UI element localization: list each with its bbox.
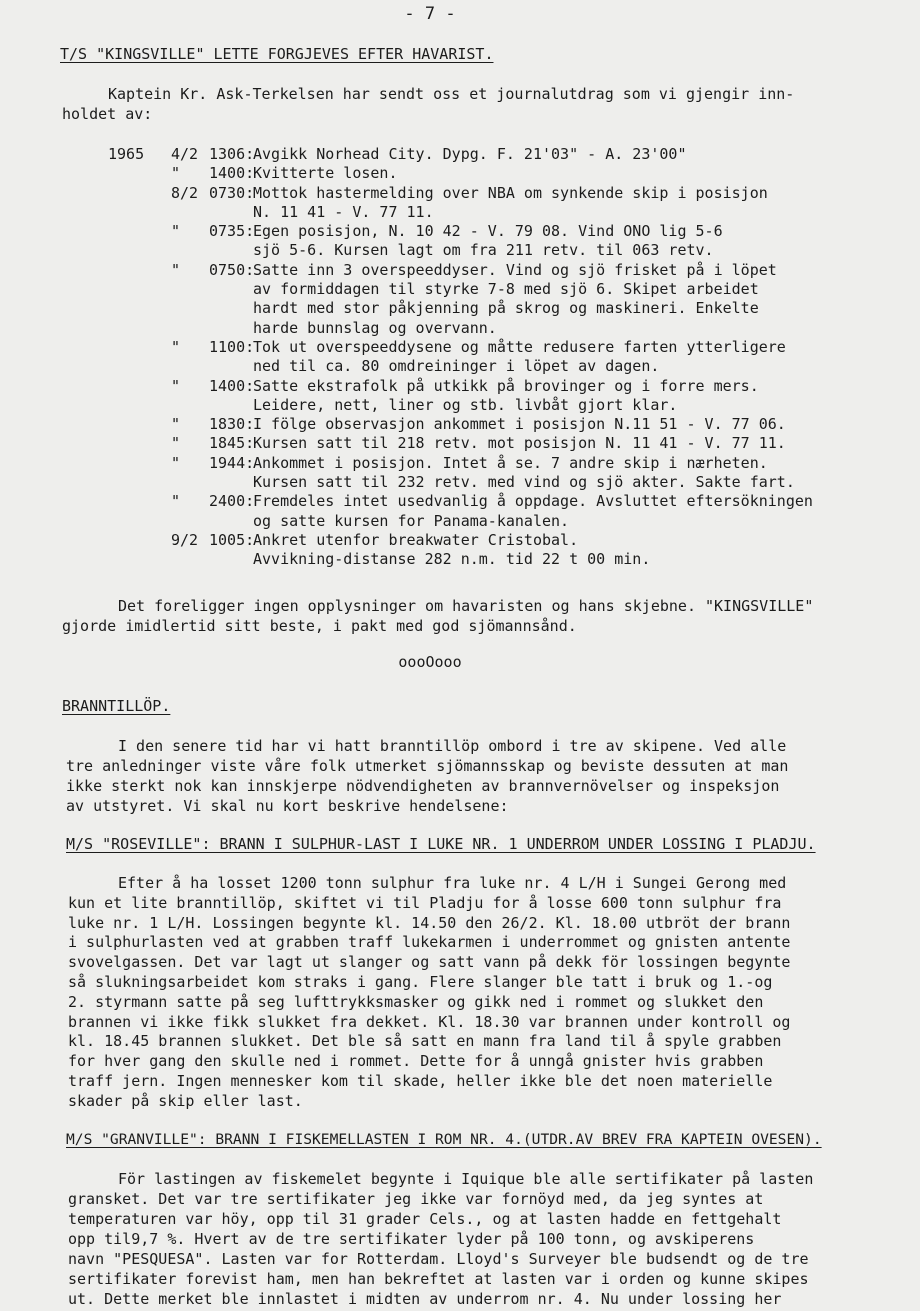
log-entry [108,184,920,203]
body-line: I den senere tid har vi hatt branntillöp ombord i tre av skipene. Ved alle [118,737,787,755]
log-continuation [108,396,920,415]
log-year [108,222,171,241]
log-time: 1400: [209,164,255,183]
log-date: " [171,337,181,356]
body-line: gransket. Det var tre sertifikater jeg ikke var fornöyd med, da jeg syntes at [68,1190,764,1208]
log-year [108,338,171,357]
body-line: skader på skip eller last. [68,1092,303,1110]
log-text: sjö 5-6. Kursen lagt om fra 211 retv. til 063 retv. [253,241,714,260]
body-line: För lastingen av fiskemelet begynte i Iquique ble alle sertifikater på lasten [118,1170,814,1188]
log-text: Mottok hastermelding over NBA om synkende skip i posisjon [253,183,768,202]
log-year [108,164,171,183]
body-line: sertifikater forevist ham, men han bekreftet at lasten var i orden og kunne skipes [68,1270,809,1288]
log-entry [108,434,920,453]
log-text: ned til ca. 80 omdreininger i löpet av dagen. [253,357,660,376]
body-line: ut. Dette merket ble innlastet i midten av underrom nr. 4. Nu under lossing her [68,1290,782,1308]
log-time: 1944: [209,453,255,472]
log-date: 4/2 [171,145,199,163]
log-entry [108,261,920,280]
log-entry [108,454,920,473]
log-time: 1400: [209,376,255,395]
log-time: 0750: [209,260,255,279]
body-line: opp til9,7 %. Hvert av de tre sertifikater lyder på 100 tonn, og avskiperens [68,1230,755,1248]
section-heading-roseville: M/S "ROSEVILLE": BRANN I SULPHUR-LAST I LUKE NR. 1 UNDERROM UNDER LOSSING I PLADJU. [66,835,816,853]
log-entry [108,377,920,396]
log-year [108,261,171,280]
log-text: I fölge observasjon ankommet i posisjon N.11 51 - V. 77 06. [253,415,786,434]
log-continuation [108,299,920,318]
body-line: kl. 18.45 brannen slukket. Det ble så satt en mann fra land til å spyle grabben [68,1032,782,1050]
log-entry [108,338,920,357]
log-continuation [108,319,920,338]
log-time: 1845: [209,434,255,453]
log-entry [108,145,920,164]
log-entry [108,415,920,434]
log-text: Tok ut overspeeddysene og måtte redusere farten ytterligere [253,337,786,356]
log-year [108,184,171,203]
body-line: for hver gang den skulle ned i rommet. Dette for å unngå gnister hvis grabben [68,1052,764,1070]
log-entry [108,531,920,550]
log-text: av formiddagen til styrke 7-8 med sjö 6. Skipet arbeidet [253,280,759,299]
section-heading-kingsville: T/S "KINGSVILLE" LETTE FORGJEVES EFTER HAVARIST. [60,45,494,63]
page-number: - 7 - [404,4,456,24]
section-separator: oooOooo [398,653,462,671]
log-date: 9/2 [171,530,199,549]
log-text: harde bunnslag og overvann. [253,318,497,337]
log-text: Kursen satt til 218 retv. mot posisjon N. 11 41 - V. 77 11. [253,434,786,453]
log-time: 2400: [209,492,255,511]
log-time: 0735: [209,222,255,241]
log-date: " [171,376,181,395]
log-text: Fremdeles intet usedvanlig å oppdage. Avsluttet eftersökningen [253,492,813,511]
body-line: brannen vi ikke fikk slukket fra dekket. Kl. 18.30 var brannen under kontroll og [68,1013,791,1031]
log-year [108,531,171,550]
closing-line-1: Det foreligger ingen opplysninger om havaristen og hans skjebne. "KINGSVILLE" [118,597,814,615]
log-continuation [108,280,920,299]
log-date: " [171,222,181,241]
log-date: " [171,453,181,472]
body-line: navn "PESQUESA". Lasten var for Rotterdam. Lloyd's Surveyer ble budsendt og de tre [68,1250,809,1268]
body-line: kun et lite branntillöp, skiftet vi til Pladju for å losse 600 tonn sulphur fra [68,894,782,912]
body-line: svovelgassen. Det var lagt ut slanger og satt vann på dekk för lossingen begynte [68,953,791,971]
log-year [108,377,171,396]
log-text: N. 11 41 - V. 77 11. [253,202,434,221]
log-text: Avvikning-distanse 282 n.m. tid 22 t 00 min. [253,550,651,569]
body-line: luke nr. 1 L/H. Lossingen begynte kl. 14.50 den 26/2. Kl. 18.00 utbröt der brann [68,914,791,932]
log-date: " [171,260,181,279]
log-entry [108,492,920,511]
log-year [108,434,171,453]
log-entry [108,222,920,241]
log-text: Egen posisjon, N. 10 42 - V. 79 08. Vind ONO lig 5-6 [253,222,723,241]
log-date: " [171,415,181,434]
log-continuation [108,203,920,222]
log-continuation [108,473,920,492]
log-text: hardt med stor påkjenning på skrog og maskineri. Enkelte [253,299,759,318]
body-line: så slukningsarbeidet kom straks i gang. Flere slanger ble tatt i bruk og 1.-og [68,973,773,991]
log-text: Avgikk Norhead City. Dypg. F. 21'03" - A. 23'00" [253,145,687,163]
log-text: Satte ekstrafolk på utkikk på brovinger og i forre mers. [253,376,759,395]
log-year [108,415,171,434]
log-time: 1100: [209,337,255,356]
log-time: 0730: [209,183,255,202]
log-continuation [108,241,920,260]
log-year: 1965 [108,145,145,163]
log-time: 1830: [209,415,255,434]
section-heading-branntillop: BRANNTILLÖP. [62,697,171,715]
log-text: Kvitterte losen. [253,164,398,183]
body-line: i sulphurlasten ved at grabben traff lukekarmen i underrommet og gnisten antente [68,933,791,951]
log-year [108,454,171,473]
intro-line-1: Kaptein Kr. Ask-Terkelsen har sendt oss et journalutdrag som vi gjengir inn- [108,85,795,103]
log-text: Satte inn 3 overspeeddyser. Vind og sjö frisket på i löpet [253,260,777,279]
closing-line-2: gjorde imidlertid sitt beste, i pakt med god sjömannsånd. [62,617,577,635]
section-heading-granville: M/S "GRANVILLE": BRANN I FISKEMELLASTEN I ROM NR. 4.(UTDR.AV BREV FRA KAPTEIN OVESEN). [66,1131,822,1148]
log-time: 1005: [209,530,255,549]
log-text: og satte kursen for Panama-kanalen. [253,511,570,530]
log-year [108,492,171,511]
log-text: Kursen satt til 232 retv. med vind og sjö akter. Sakte fart. [253,473,795,492]
body-line: traff jern. Ingen mennesker kom til skade, heller ikke ble det noen materielle [68,1072,773,1090]
log-text: Ankommet i posisjon. Intet å se. 7 andre skip i nærheten. [253,453,768,472]
log-date: " [171,434,181,453]
body-line: 2. styrmann satte på seg lufttrykksmasker og gikk ned i rommet og slukket den [68,993,764,1011]
log-entry [108,164,920,183]
body-line: temperaturen var höy, opp til 31 grader Cels., og at lasten hadde en fettgehalt [68,1210,782,1228]
body-line: ikke sterkt nok kan innskjerpe nödvendigheten av brannvernövelser og inspeksjon [66,777,780,795]
log-text: Leidere, nett, liner og stb. livbåt gjort klar. [253,395,678,414]
intro-line-2: holdet av: [62,105,153,123]
log-continuation [108,550,920,569]
log-date: 8/2 [171,183,199,202]
log-continuation [108,357,920,376]
log-continuation [108,512,920,531]
body-line: tre anledninger viste våre folk utmerket sjömannsskap og beviste dessuten at man [66,757,789,775]
body-line: av utstyret. Vi skal nu kort beskrive hendelsene: [66,797,509,815]
log-date: " [171,164,181,183]
log-date: " [171,492,181,511]
body-line: Efter å ha losset 1200 tonn sulphur fra luke nr. 4 L/H i Sungei Gerong med [118,874,787,892]
log-text: Ankret utenfor breakwater Cristobal. [253,530,579,549]
journal-log [108,145,920,570]
log-time: 1306: [209,145,255,163]
